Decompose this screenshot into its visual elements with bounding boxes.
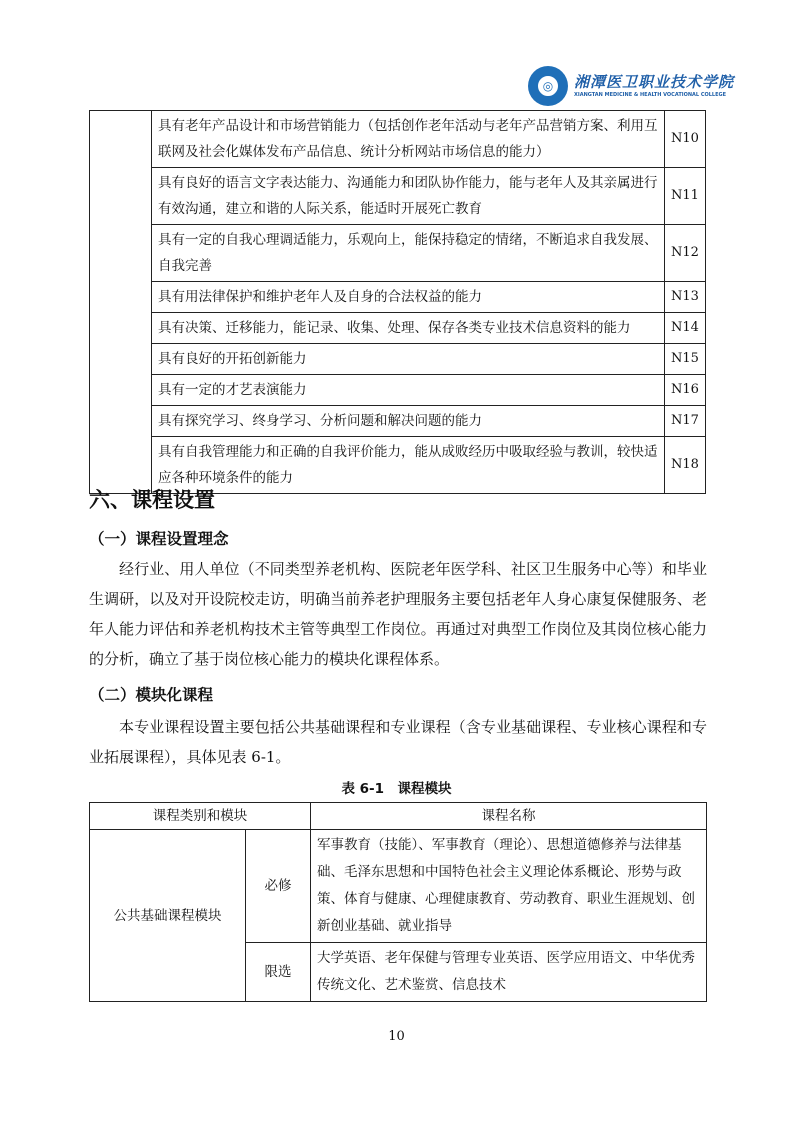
ability-code: N18 xyxy=(665,437,706,494)
header-course-names: 课程名称 xyxy=(311,803,707,830)
ability-description: 具有一定的自我心理调适能力，乐观向上，能保持稳定的情绪，不断追求自我发展、自我完善 xyxy=(152,225,665,282)
subsection-title-1: （一）课程设置理念 xyxy=(89,530,229,548)
course-list: 大学英语、老年保健与管理专业英语、医学应用语文、中华优秀传统文化、艺术鉴赏、信息技术 xyxy=(311,943,707,1002)
ability-code: N16 xyxy=(665,375,706,406)
college-logo xyxy=(528,66,734,106)
ability-description: 具有决策、迁移能力，能记录、收集、处理、保存各类专业技术信息资料的能力 xyxy=(152,313,665,344)
table-header-row xyxy=(90,803,707,830)
ability-code: N14 xyxy=(665,313,706,344)
ability-table xyxy=(89,110,706,494)
table-row xyxy=(90,282,706,313)
table-caption: 表 6-1 课程模块 xyxy=(341,781,452,797)
college-emblem-icon: ◎ xyxy=(528,66,568,106)
category-cell xyxy=(90,111,152,494)
table-row xyxy=(90,406,706,437)
ability-code: N17 xyxy=(665,406,706,437)
table-row xyxy=(90,111,706,168)
table-row xyxy=(90,344,706,375)
page-number: 10 xyxy=(388,1029,405,1044)
module-name: 公共基础课程模块 xyxy=(90,830,246,1002)
subsection-title-2: （二）模块化课程 xyxy=(89,686,214,704)
ability-description: 具有一定的才艺表演能力 xyxy=(152,375,665,406)
course-type: 必修 xyxy=(246,830,311,943)
table-row xyxy=(90,168,706,225)
ability-description: 具有用法律保护和维护老年人及自身的合法权益的能力 xyxy=(152,282,665,313)
course-list: 军事教育（技能）、军事教育（理论）、思想道德修养与法律基础、毛泽东思想和中国特色社会主义理论体系概论、形势与政策、体育与健康、心理健康教育、劳动教育、职业生涯规划、创新创业基础、就业指导 xyxy=(311,830,707,943)
ability-description: 具有探究学习、终身学习、分析问题和解决问题的能力 xyxy=(152,406,665,437)
table-row xyxy=(90,225,706,282)
table-row xyxy=(90,830,707,943)
header-category: 课程类别和模块 xyxy=(90,803,311,830)
logo-chinese-name: 湘潭医卫职业技术学院 xyxy=(574,73,735,91)
ability-description: 具有老年产品设计和市场营销能力（包括创作老年活动与老年产品营销方案、利用互联网及社会化媒体发布产品信息、统计分析网站市场信息的能力） xyxy=(152,111,665,168)
paragraph-course-philosophy: 经行业、用人单位（不同类型养老机构、医院老年医学科、社区卫生服务中心等）和毕业生调研，以及对开设院校走访，明确当前养老护理服务主要包括老年人身心康复保健服务、老年人能力评估和养老机构技术主管等典型工作岗位。再通过对典型工作岗位及其岗位核心能力的分析，确立了基于岗位核心能力的模块化课程体系。 xyxy=(89,560,707,668)
ability-code: N11 xyxy=(665,168,706,225)
course-module-table xyxy=(89,802,707,1002)
section-title: 六、课程设置 xyxy=(89,488,215,512)
ability-code: N13 xyxy=(665,282,706,313)
course-type: 限选 xyxy=(246,943,311,1002)
ability-description: 具有自我管理能力和正确的自我评价能力，能从成败经历中吸取经验与教训，较快适应各种环境条件的能力 xyxy=(152,437,665,494)
ability-description: 具有良好的语言文字表达能力、沟通能力和团队协作能力，能与老年人及其亲属进行有效沟通，建立和谐的人际关系，能适时开展死亡教育 xyxy=(152,168,665,225)
ability-description: 具有良好的开拓创新能力 xyxy=(152,344,665,375)
ability-code: N10 xyxy=(665,111,706,168)
ability-code: N12 xyxy=(665,225,706,282)
paragraph-modular-courses: 本专业课程设置主要包括公共基础课程和专业课程（含专业基础课程、专业核心课程和专业拓展课程），具体见表 6-1。 xyxy=(89,718,707,766)
table-row xyxy=(90,375,706,406)
table-row xyxy=(90,313,706,344)
logo-english-name: XIANGTAN MEDICINE & HEALTH VOCATIONAL COLLEGE xyxy=(574,92,727,98)
ability-code: N15 xyxy=(665,344,706,375)
